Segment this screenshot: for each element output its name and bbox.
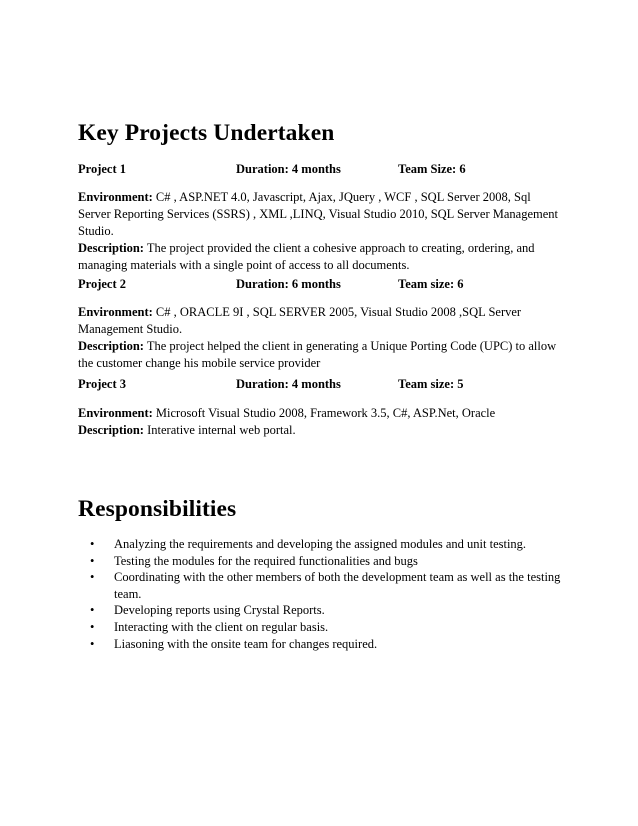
project-label: Project 3	[78, 377, 127, 391]
project-duration: Duration: 6 months	[236, 277, 341, 291]
responsibilities-list	[78, 536, 562, 652]
list-item	[78, 636, 562, 653]
description-label: Description:	[78, 423, 144, 437]
project-label: Project 2	[78, 277, 127, 291]
environment-label: Environment:	[78, 406, 153, 420]
project-1-header	[78, 161, 578, 177]
description-label: Description:	[78, 339, 144, 353]
environment-label: Environment:	[78, 305, 153, 319]
list-item-text: Analyzing the requirements and developing the assigned modules and unit testing.	[114, 537, 527, 551]
environment-text: C# , ORACLE 9I , SQL SERVER 2005, Visual Studio 2008 ,SQL Server Management Studio.	[78, 305, 522, 336]
environment-label: Environment:	[78, 190, 153, 204]
project-2-header	[78, 276, 578, 292]
list-item	[78, 569, 562, 602]
project-label: Project 1	[78, 162, 127, 176]
key-projects-heading: Key Projects Undertaken	[78, 120, 335, 146]
project-duration: Duration: 4 months	[236, 377, 341, 391]
bullet-icon: •	[90, 636, 95, 651]
list-item	[78, 536, 562, 553]
list-item-text: Coordinating with the other members of both the development team as well as the testing team.	[114, 570, 561, 601]
project-2-details	[78, 304, 562, 372]
list-item-text: Liasoning with the onsite team for changes required.	[114, 636, 378, 651]
project-team-size: Team size: 5	[398, 377, 464, 391]
bullet-icon: •	[90, 603, 95, 618]
bullet-icon: •	[90, 553, 95, 568]
list-item	[78, 602, 562, 619]
list-item-text: Interacting with the client on regular basis.	[114, 619, 329, 634]
bullet-icon: •	[90, 619, 95, 634]
list-item	[78, 619, 562, 636]
responsibilities-heading: Responsibilities	[78, 496, 237, 522]
list-item	[78, 553, 562, 570]
project-3-details	[78, 405, 562, 439]
description-label: Description:	[78, 241, 144, 255]
project-duration: Duration: 4 months	[236, 162, 341, 176]
list-item-text: Testing the modules for the required functionalities and bugs	[114, 553, 418, 568]
environment-text: C# , ASP.NET 4.0, Javascript, Ajax, JQuery , WCF , SQL Server 2008, Sql Server Reporting Services (SSRS) , XML ,LINQ, Visual Studio 2010, SQL Server Management Studio.	[78, 190, 558, 238]
bullet-icon: •	[90, 570, 95, 585]
bullet-icon: •	[90, 537, 95, 551]
environment-text: Microsoft Visual Studio 2008, Framework 3.5, C#, ASP.Net, Oracle	[152, 406, 496, 420]
description-text: Interative internal web portal.	[143, 423, 296, 437]
description-text: The project provided the client a cohesive approach to creating, ordering, and managing materials with a single point of access to all documents.	[78, 241, 535, 272]
project-team-size: Team Size: 6	[398, 162, 466, 176]
list-item-text: Developing reports using Crystal Reports.	[114, 603, 325, 618]
description-text: The project helped the client in generating a Unique Porting Code (UPC) to allow the customer change his mobile service provider	[78, 339, 557, 370]
project-team-size: Team size: 6	[398, 277, 464, 291]
project-1-details	[78, 189, 562, 274]
project-3-header	[78, 376, 578, 392]
